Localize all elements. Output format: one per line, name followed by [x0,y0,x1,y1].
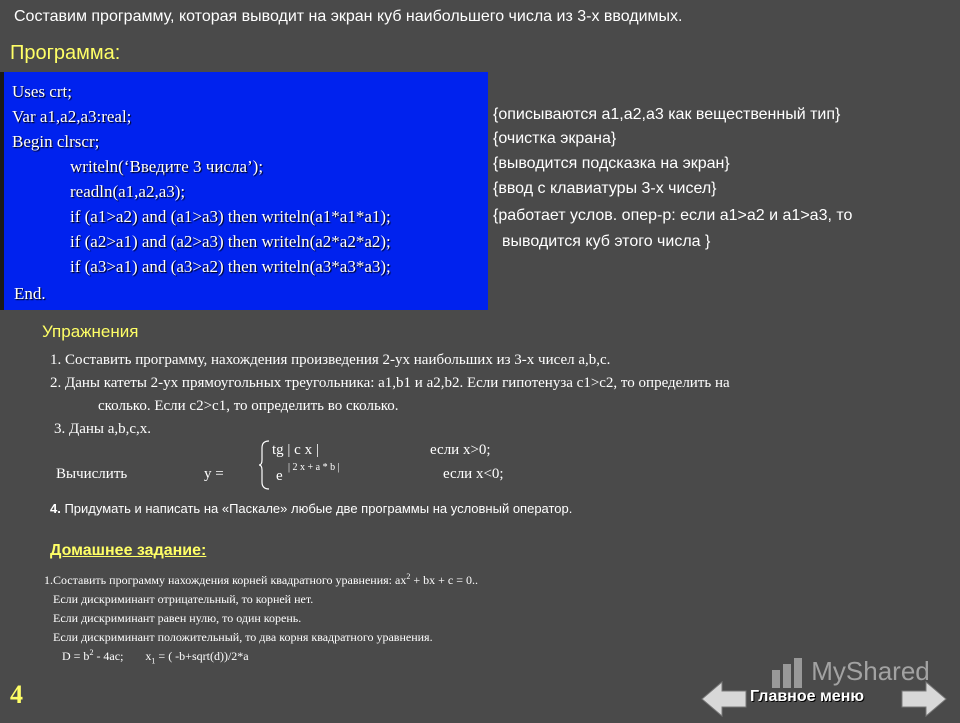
code-line: End. [14,284,46,303]
code-line: if (a3>a1) and (a3>a2) then writeln(a3*a3*a3); [70,257,391,276]
homework-text: + bx + c = 0.. [410,573,478,587]
code-comment: {выводится подсказка на экран} [493,155,730,172]
formula-y-equals: y = [204,466,224,482]
exercise-item-4-text: Придумать и написать на «Паскале» любые две программы на условный оператор. [60,501,573,516]
brace-icon [258,440,270,490]
exercises-heading: Упражнения [42,322,139,341]
code-line: Uses crt; [12,82,72,101]
main-menu-label[interactable]: Главное меню [750,688,865,705]
formula-case2-condition: если x<0; [443,466,504,482]
code-line: Begin clrscr; [12,132,100,151]
code-comment: {ввод с клавиатуры 3-х чисел} [493,180,717,197]
exercise-item-4-number: 4. [50,501,61,516]
code-comment: выводится куб этого числа } [502,233,711,250]
homework-text: 1.Составить программу нахождения корней квадратного уравнения: ax [44,573,407,587]
code-comment: {очистка экрана} [493,130,617,147]
formula-text: x [145,649,152,663]
code-comment: {описываются a1,a2,a3 как вещественный тип} [493,106,841,123]
homework-line: Если дискриминант положительный, то два корня квадратного уравнения. [53,630,433,644]
homework-superscript: 2 [406,572,411,581]
homework-line: Если дискриминант равен нулю, то один корень. [53,611,302,625]
exercise-item: 1. Составить программу, нахождения произведения 2-ух наибольших из 3-х чисел a,b,c. [50,352,611,368]
program-heading: Программа: [10,42,121,64]
page-number: 4 [10,680,23,709]
code-line: readln(a1,a2,a3); [70,182,186,201]
formula-case1: tg | c x | [272,442,319,458]
watermark-text: MyShared [811,656,930,686]
code-line: Var a1,a2,a3:real; [12,107,132,126]
formula-case2-exponent: | 2 x + a * b | [288,462,340,473]
formula-compute-label: Вычислить [56,466,128,482]
slide-title: Составим программу, которая выводит на экран куб наибольшего числа из 3-х вводимых. [14,8,683,25]
formula-text: = ( -b+sqrt(d))/2*a [155,649,249,663]
exercise-item-4 [50,501,572,516]
formula-subscript: 1 [151,656,156,666]
exercise-item: 2. Даны катеты 2-ух прямоугольных треугольника: a1,b1 и a2,b2. Если гипотенуза с1>c2, то определить на [50,375,730,391]
homework-formula [62,648,249,665]
code-line: writeln(‘Введите 3 числа’); [70,157,264,176]
code-line: if (a2>a1) and (a2>a3) then writeln(a2*a2*a2); [70,232,391,251]
code-comment: {работает услов. опер-р: если a1>a2 и a1>a3, то [493,207,853,224]
homework-heading: Домашнее задание: [50,542,207,559]
formula-text: D = b [62,649,90,663]
homework-line: Если дискриминант отрицательный, то корней нет. [53,592,314,606]
code-line: if (a1>a2) and (a1>a3) then writeln(a1*a1*a1); [70,207,391,226]
exercise-item: 3. Даны a,b,c,x. [54,421,152,437]
formula-case1-condition: если x>0; [430,442,491,458]
homework-line [44,572,478,588]
formula-case2-base: e [276,468,283,484]
code-block [0,72,488,310]
exercise-item: сколько. Если с2>c1, то определить во сколько. [98,398,399,414]
formula-text: - 4ac; [93,649,124,663]
formula-superscript: 2 [89,648,94,657]
